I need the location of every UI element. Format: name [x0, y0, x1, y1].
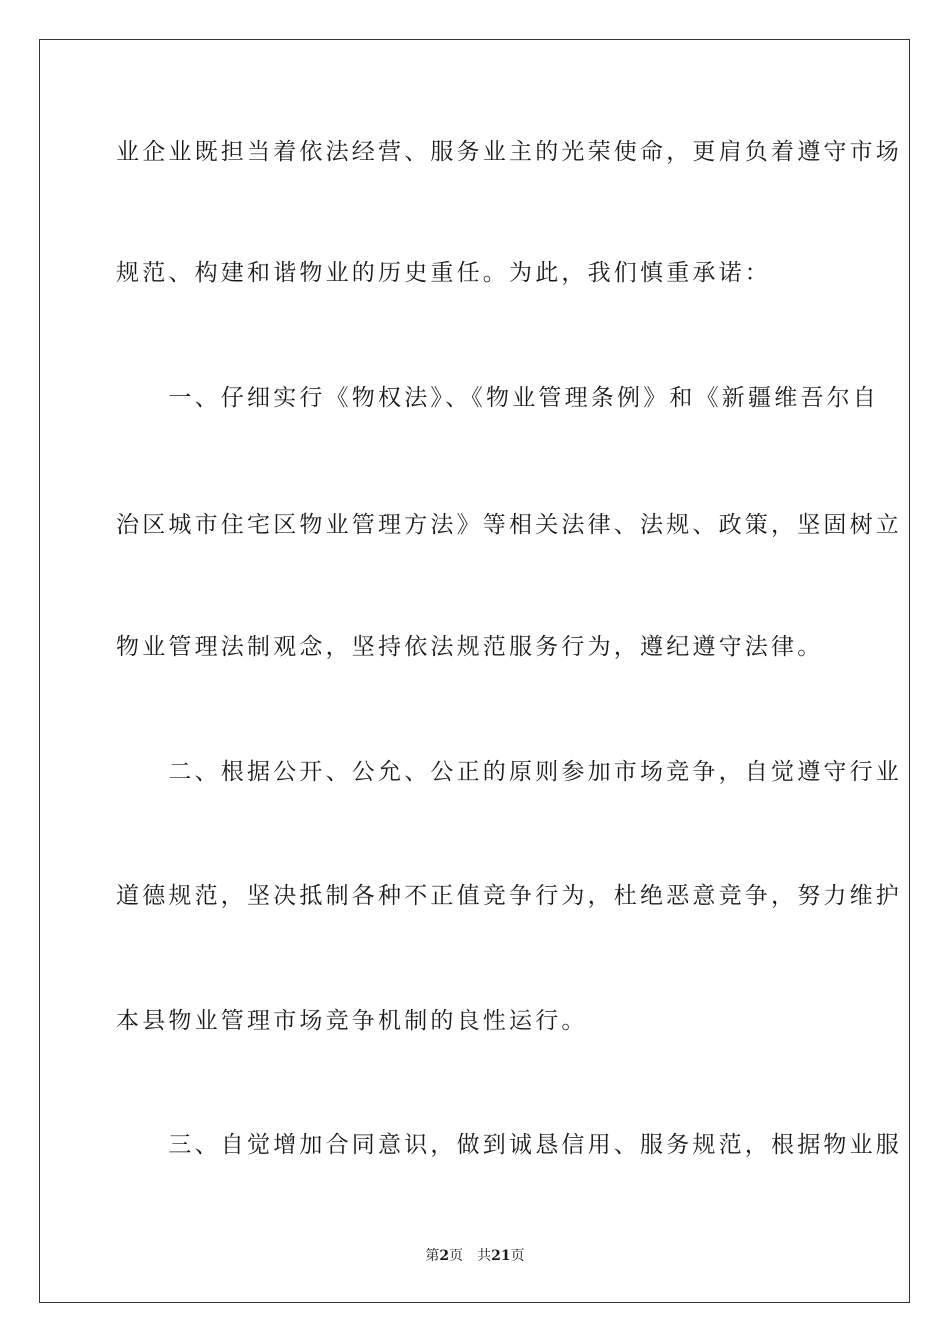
- body-line-6: 二、根据公开、公允、公正的原则参加市场竞争，自觉遵守行业: [116, 759, 902, 785]
- body-line-7: 道德规范，坚决抵制各种不正值竞争行为，杜绝恶意竞争，努力维护: [116, 883, 902, 909]
- total-suffix: 页: [510, 1248, 525, 1264]
- body-line-8: 本县物业管理市场竞争机制的良性运行。: [116, 1008, 588, 1034]
- total-prefix: 共: [477, 1248, 492, 1264]
- page-prefix: 第: [425, 1248, 440, 1264]
- page-border: [39, 39, 910, 1303]
- body-line-1: 业企业既担当着依法经营、服务业主的光荣使命，更肩负着遵守市场: [116, 139, 902, 165]
- page-footer: [0, 1247, 950, 1265]
- total-pages: 21: [491, 1248, 511, 1264]
- body-line-3: 一、仔细实行《物权法》、《物业管理条例》和《新疆维吾尔自: [116, 385, 879, 411]
- body-line-9: 三、自觉增加合同意识，做到诚恳信用、服务规范，根据物业服: [116, 1132, 902, 1158]
- body-line-2: 规范、构建和谐物业的历史重任。为此，我们慎重承诺：: [116, 260, 771, 286]
- page-suffix: 页: [449, 1248, 464, 1264]
- body-line-4: 治区城市住宅区物业管理方法》等相关法律、法规、政策，坚固树立: [116, 512, 902, 538]
- body-line-5: 物业管理法制观念，坚持依法规范服务行为，遵纪遵守法律。: [116, 634, 824, 660]
- page-number: 2: [439, 1248, 450, 1264]
